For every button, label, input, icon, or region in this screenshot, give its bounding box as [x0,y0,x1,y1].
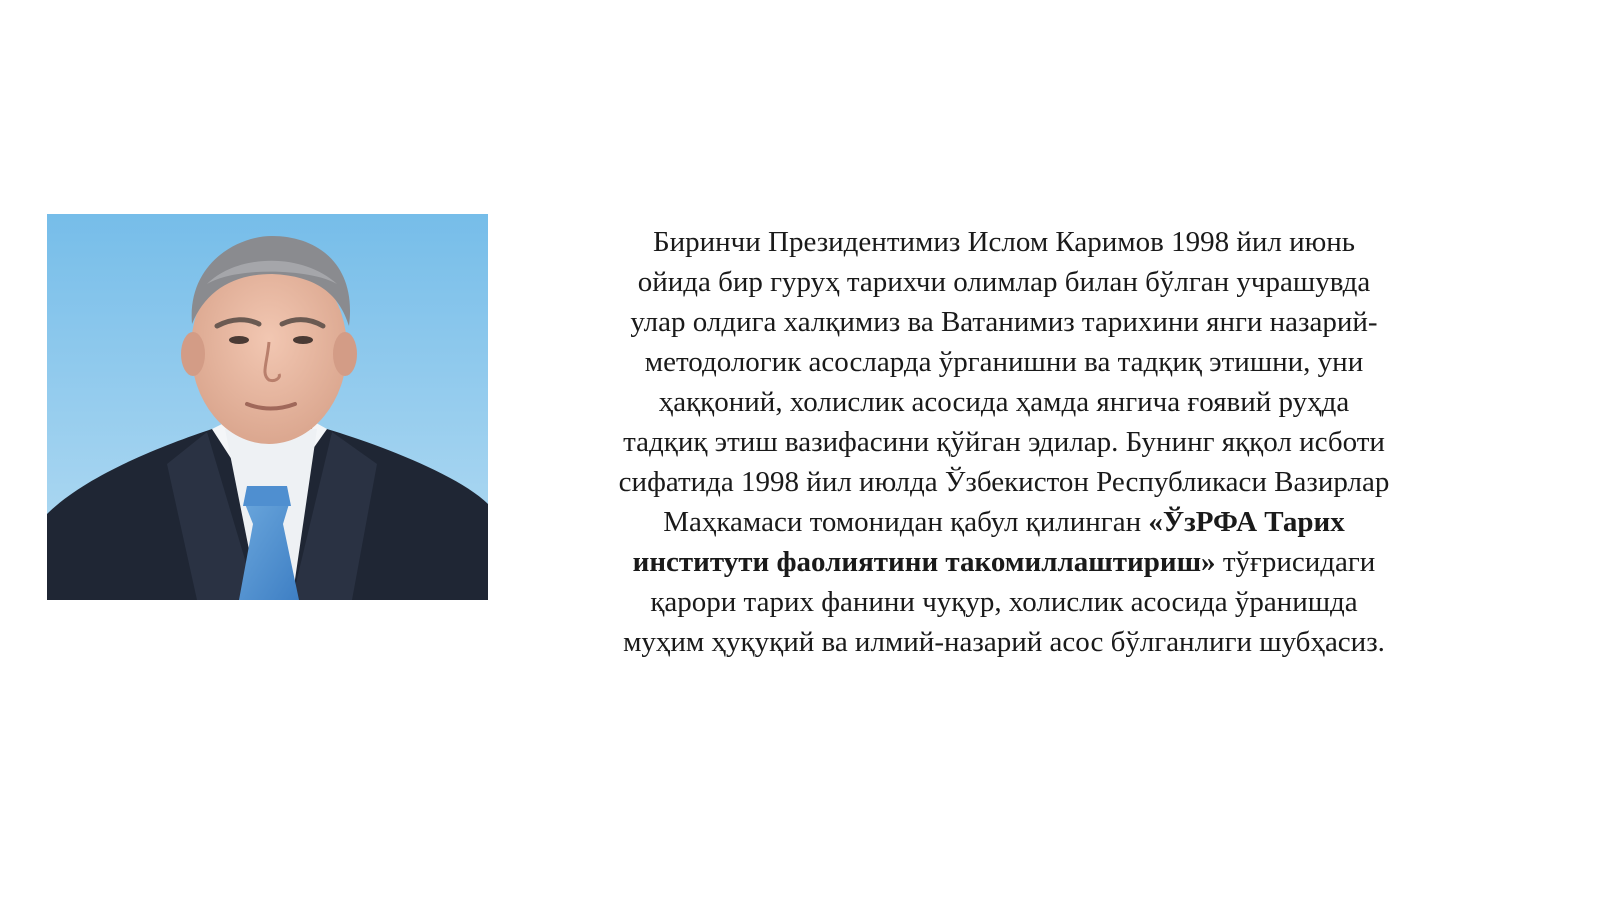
paragraph-line-6: тадқиқ этиш вазифасини қўйган эдилар. Бунинг яққол исботи [623,426,1385,458]
paragraph-line-8 [548,502,1460,542]
paragraph-line-9 [548,542,1460,582]
paragraph-line-2: ойида бир гуруҳ тарихчи олимлар билан бўлган учрашувда [637,266,1371,298]
institute-title-part-1: «ЎзРФА Тарих [1148,506,1345,538]
paragraph-line-3: улар олдига халқимиз ва Ватанимиз тарихини янги назарий- [630,306,1378,338]
portrait-photo [47,214,488,600]
paragraph-line-4: методологик асосларда ўрганишни ва тадқиқ этишни, уни [644,346,1364,378]
paragraph-line-10: қарори тарих фанини чуқур, холислик асосида ўранишда [650,586,1358,618]
portrait-illustration [47,214,488,600]
paragraph-line-1: Биринчи Президентимиз Ислом Каримов 1998 йил июнь [652,226,1356,258]
paragraph-line-5: ҳаққоний, холислик асосида ҳамда янгича ғоявий руҳда [658,386,1350,418]
institute-title-part-2: институти фаолиятини такомиллаштириш» [632,546,1216,578]
main-paragraph [548,222,1460,662]
paragraph-line-11: муҳим ҳуқуқий ва илмий-назарий асос бўлганлиги шубҳасиз. [623,626,1385,658]
paragraph-line-8-text: Маҳкамаси томонидан қабул қилинган [663,506,1149,538]
paragraph-line-9-text: тўғрисидаги [1215,546,1376,578]
paragraph-line-7: сифатида 1998 йил июлда Ўзбекистон Республикаси Вазирлар [618,466,1390,498]
